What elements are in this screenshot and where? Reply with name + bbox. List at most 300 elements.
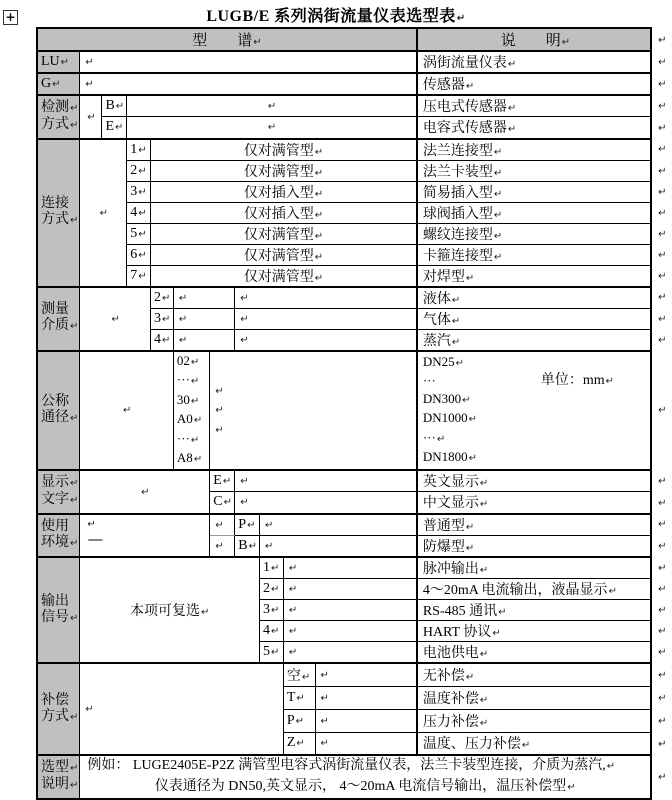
dash-text: — bbox=[88, 531, 103, 547]
desc-cell[interactable] bbox=[417, 287, 651, 309]
desc-text: 脉冲输出 bbox=[422, 562, 479, 578]
paragraph-mark: ↵ bbox=[288, 584, 298, 596]
paragraph-mark: ↵ bbox=[479, 694, 489, 706]
paragraph-mark: ↵ bbox=[462, 394, 471, 406]
code-cell-media-4[interactable] bbox=[151, 329, 174, 351]
row-end-mark bbox=[651, 642, 671, 664]
paragraph-mark: ↵ bbox=[288, 626, 298, 638]
paragraph-mark: ↵ bbox=[162, 334, 171, 346]
paragraph-mark: ↵ bbox=[451, 294, 461, 306]
desc-text: 蒸汽 bbox=[422, 333, 451, 349]
desc-cell[interactable] bbox=[417, 95, 651, 117]
desc-cell[interactable] bbox=[417, 329, 651, 351]
row-end-mark bbox=[651, 73, 671, 95]
paragraph-mark: ↵ bbox=[314, 272, 324, 284]
desc-cell[interactable] bbox=[417, 51, 651, 73]
example-line1: 例如： LUGE2405E-P2Z 满管型电容式涡街流量仪表，法兰卡装型连接，介质为蒸汽, bbox=[87, 758, 606, 774]
code-cell-detection-e[interactable] bbox=[102, 117, 127, 139]
code-cell-connection-2[interactable] bbox=[127, 160, 151, 181]
paragraph-mark: ↵ bbox=[479, 717, 489, 729]
label-text: 使用 bbox=[41, 518, 69, 534]
paragraph-mark: ↵ bbox=[267, 101, 277, 112]
row-end-mark bbox=[651, 514, 671, 536]
desc-text: 英文显示 bbox=[422, 475, 479, 491]
paragraph-mark: ↵ bbox=[265, 540, 274, 552]
paragraph-mark: ↵ bbox=[658, 692, 667, 704]
note-cell[interactable] bbox=[151, 181, 417, 202]
row-end-mark bbox=[651, 329, 671, 351]
code-text: B bbox=[105, 98, 115, 113]
desc-cell[interactable] bbox=[417, 732, 651, 755]
paragraph-mark: ↵ bbox=[271, 605, 280, 617]
code-cell-media-2[interactable] bbox=[151, 287, 174, 309]
paragraph-mark: ↵ bbox=[658, 228, 667, 240]
row-end-mark bbox=[651, 223, 671, 244]
paragraph-mark: ↵ bbox=[162, 313, 171, 325]
paragraph-mark: ↵ bbox=[138, 228, 147, 240]
label-text: 方式 bbox=[41, 212, 69, 227]
code-text: 2 bbox=[130, 162, 138, 178]
paragraph-mark: ↵ bbox=[493, 167, 503, 179]
empty-cell[interactable] bbox=[80, 139, 127, 287]
paragraph-mark: ↵ bbox=[493, 251, 503, 263]
empty-cell[interactable] bbox=[80, 73, 417, 95]
code-cell-compensation-z[interactable] bbox=[283, 732, 315, 755]
code-text: 4 bbox=[154, 331, 161, 347]
paragraph-mark: ↵ bbox=[240, 497, 249, 509]
label-text: 介质 bbox=[41, 318, 69, 333]
desc-cell[interactable] bbox=[417, 202, 651, 223]
paragraph-mark: ↵ bbox=[85, 57, 94, 68]
paragraph-mark: ↵ bbox=[85, 79, 94, 90]
desc-text: RS-485 通讯 bbox=[422, 604, 498, 620]
empty-cell[interactable] bbox=[283, 642, 417, 664]
row-end-mark bbox=[651, 686, 671, 709]
desc-cell[interactable] bbox=[417, 579, 651, 600]
code-cell-connection-4[interactable] bbox=[127, 202, 151, 223]
paragraph-mark: ↵ bbox=[215, 385, 224, 397]
code-cell-connection-7[interactable] bbox=[127, 265, 151, 287]
paragraph-mark: ↵ bbox=[296, 692, 305, 704]
desc-cell[interactable] bbox=[417, 265, 651, 287]
paragraph-mark: ↵ bbox=[436, 433, 446, 445]
desc-text: 防爆型 bbox=[422, 539, 465, 555]
desc-text: DN300 bbox=[422, 390, 462, 406]
paragraph-mark: ↵ bbox=[70, 494, 79, 506]
empty-cell[interactable] bbox=[80, 287, 151, 351]
note-cell[interactable] bbox=[151, 202, 417, 223]
label-text: 说明 bbox=[41, 777, 69, 793]
empty-cell[interactable] bbox=[283, 579, 417, 600]
empty-cell[interactable] bbox=[173, 329, 234, 351]
paragraph-mark: ↵ bbox=[60, 57, 70, 68]
row-end-mark bbox=[651, 287, 671, 309]
desc-cell[interactable] bbox=[417, 709, 651, 732]
label-text: 测量 bbox=[41, 302, 69, 317]
code-cell-connection-5[interactable] bbox=[127, 223, 151, 244]
paragraph-mark: ↵ bbox=[658, 519, 667, 531]
code-cell-output-3[interactable] bbox=[260, 600, 284, 621]
note-cell[interactable] bbox=[151, 139, 417, 161]
code-text: 2 bbox=[263, 581, 270, 597]
desc-text: 温度、压力补偿 bbox=[422, 737, 521, 753]
desc-cell[interactable] bbox=[417, 181, 651, 202]
desc-text: 螺纹连接型 bbox=[422, 227, 493, 243]
code-cell-output-2[interactable] bbox=[260, 579, 284, 600]
paragraph-mark: ↵ bbox=[658, 292, 667, 304]
row-label-nominal-diameter bbox=[37, 351, 80, 471]
paragraph-mark: ↵ bbox=[465, 81, 475, 92]
desc-text: 气体 bbox=[422, 312, 451, 328]
paragraph-mark: ↵ bbox=[70, 119, 79, 131]
paragraph-mark: ↵ bbox=[288, 605, 298, 617]
label-text: 输出 bbox=[41, 593, 69, 609]
desc-cell[interactable] bbox=[417, 600, 651, 621]
paragraph-mark: ↵ bbox=[70, 780, 79, 792]
code-text: 4 bbox=[130, 204, 138, 220]
code-text: 7 bbox=[130, 267, 138, 283]
paragraph-mark: ↵ bbox=[658, 475, 667, 487]
row-end-mark bbox=[651, 139, 671, 161]
empty-cell[interactable] bbox=[173, 308, 234, 329]
code-text: T bbox=[286, 689, 296, 705]
paragraph-mark: ↵ bbox=[122, 405, 132, 417]
paragraph-mark: ↵ bbox=[468, 414, 477, 426]
paragraph-mark: ↵ bbox=[85, 704, 94, 716]
paragraph-mark: ↵ bbox=[658, 79, 667, 90]
row-end-mark bbox=[651, 202, 671, 223]
paragraph-mark: ↵ bbox=[111, 313, 120, 325]
paragraph-mark: ↵ bbox=[658, 541, 667, 553]
desc-cell[interactable] bbox=[417, 73, 651, 95]
row-end-mark bbox=[651, 95, 671, 117]
paragraph-mark: ↵ bbox=[138, 186, 147, 198]
desc-text: 球阀插入型 bbox=[422, 206, 493, 222]
paragraph-mark: ↵ bbox=[138, 165, 147, 177]
paragraph-mark: ↵ bbox=[267, 122, 277, 134]
note-text: 仅对插入型 bbox=[243, 206, 314, 222]
desc-cell[interactable] bbox=[417, 223, 651, 244]
paragraph-mark: ↵ bbox=[223, 497, 233, 509]
row-end-mark bbox=[651, 265, 671, 287]
label-text: 文字 bbox=[41, 491, 69, 507]
row-end-mark bbox=[651, 600, 671, 621]
empty-cell[interactable] bbox=[173, 287, 234, 309]
paragraph-mark: ↵ bbox=[479, 478, 489, 490]
paragraph-mark: ↵ bbox=[222, 476, 232, 488]
paragraph-mark: ↵ bbox=[190, 376, 200, 388]
paragraph-mark: ↵ bbox=[70, 321, 79, 332]
paragraph-mark: ↵ bbox=[465, 521, 475, 533]
empty-cell[interactable] bbox=[80, 351, 174, 471]
paragraph-mark: ↵ bbox=[658, 738, 667, 750]
dash-mark bbox=[82, 532, 207, 547]
empty-cell[interactable] bbox=[80, 663, 283, 755]
desc-cell[interactable] bbox=[417, 244, 651, 265]
paragraph-mark: ↵ bbox=[70, 412, 79, 424]
code-cell-connection-1[interactable] bbox=[127, 139, 151, 161]
row-end-mark bbox=[651, 579, 671, 600]
code-cell-display-c[interactable] bbox=[210, 492, 235, 514]
code-cell-compensation-p[interactable] bbox=[283, 709, 315, 732]
label-text: 显示 bbox=[41, 474, 69, 490]
desc-text: HART 协议 bbox=[422, 625, 492, 641]
desc-cell[interactable] bbox=[417, 557, 651, 579]
desc-cell[interactable] bbox=[417, 308, 651, 329]
paragraph-mark: ↵ bbox=[658, 270, 667, 282]
empty-cell[interactable] bbox=[235, 287, 417, 309]
code-text: 30 bbox=[176, 391, 190, 407]
code-cell-environment-p[interactable] bbox=[235, 514, 260, 536]
paragraph-mark: ↵ bbox=[320, 692, 329, 704]
desc-text: DN1000 bbox=[422, 410, 468, 426]
empty-cell[interactable] bbox=[80, 51, 417, 73]
label-text: 环境 bbox=[41, 534, 69, 550]
note-cell[interactable] bbox=[151, 223, 417, 244]
paragraph-mark: ↵ bbox=[314, 188, 324, 200]
row-end-mark bbox=[651, 51, 671, 73]
empty-cell[interactable] bbox=[315, 732, 417, 755]
row-end-mark bbox=[651, 470, 671, 492]
paragraph-mark: ↵ bbox=[247, 519, 256, 531]
paragraph-mark: ↵ bbox=[314, 209, 324, 221]
paragraph-mark: ↵ bbox=[70, 763, 79, 775]
code-text: Z bbox=[286, 735, 296, 751]
desc-cell[interactable] bbox=[417, 492, 651, 514]
row-end-mark bbox=[651, 557, 671, 579]
code-cell-media-3[interactable] bbox=[151, 308, 174, 329]
code-text: E bbox=[105, 119, 115, 135]
paragraph-mark: ↵ bbox=[567, 782, 576, 794]
row-end-mark bbox=[651, 160, 671, 181]
paragraph-mark: ↵ bbox=[561, 37, 571, 48]
paragraph-mark: ↵ bbox=[493, 209, 503, 221]
paragraph-mark: ↵ bbox=[215, 540, 224, 552]
desc-text: DN25 bbox=[422, 353, 455, 369]
code-text: 3 bbox=[263, 602, 270, 618]
empty-cell[interactable] bbox=[210, 351, 417, 471]
paragraph-mark: ↵ bbox=[138, 207, 147, 219]
paragraph-mark: ↵ bbox=[193, 454, 203, 466]
empty-cell[interactable] bbox=[283, 600, 417, 621]
desc-text: 普通型 bbox=[422, 518, 465, 534]
output-note-cell bbox=[80, 557, 260, 663]
code-text: A0 bbox=[176, 411, 193, 427]
paragraph-mark: ↵ bbox=[190, 395, 200, 407]
paragraph-mark: ↵ bbox=[658, 207, 667, 219]
note-cell[interactable] bbox=[151, 265, 417, 287]
label-text: 补偿 bbox=[41, 692, 69, 708]
desc-text: 法兰连接型 bbox=[422, 143, 493, 159]
desc-text: 卡箍连接型 bbox=[422, 248, 493, 264]
paragraph-mark: ↵ bbox=[465, 542, 475, 554]
label-text: 通径 bbox=[41, 409, 69, 425]
note-text: 仅对满管型 bbox=[243, 248, 314, 264]
header-description bbox=[417, 28, 651, 51]
empty-cell[interactable] bbox=[127, 95, 417, 117]
desc-cell[interactable] bbox=[417, 139, 651, 161]
label-text: 方式 bbox=[41, 708, 69, 724]
empty-cell[interactable] bbox=[127, 117, 417, 139]
paragraph-mark: ↵ bbox=[608, 586, 617, 598]
paragraph-mark: ↵ bbox=[87, 111, 96, 123]
paragraph-mark: ↵ bbox=[507, 124, 517, 136]
desc-cell[interactable] bbox=[417, 470, 651, 492]
paragraph-mark: ↵ bbox=[658, 122, 667, 134]
code-cell-display-e[interactable] bbox=[210, 470, 235, 492]
paragraph-mark: ↵ bbox=[465, 272, 475, 284]
paragraph-mark: ↵ bbox=[658, 405, 667, 417]
note-text: 本项可复选 bbox=[130, 604, 200, 620]
code-cell-connection-6[interactable] bbox=[127, 244, 151, 265]
paragraph-mark: ↵ bbox=[314, 146, 324, 158]
page-title bbox=[0, 3, 672, 26]
empty-cell[interactable] bbox=[80, 470, 210, 514]
paragraph-mark: ↵ bbox=[70, 215, 79, 226]
empty-cell[interactable] bbox=[80, 95, 102, 139]
paragraph-mark: ↵ bbox=[70, 711, 79, 723]
paragraph-mark: ↵ bbox=[456, 13, 466, 24]
desc-text: 简易插入型 bbox=[422, 185, 493, 201]
paragraph-mark: ↵ bbox=[271, 563, 280, 575]
paragraph-mark: ↵ bbox=[320, 738, 329, 750]
row-label-detection-method bbox=[37, 95, 80, 139]
code-text: 02 bbox=[176, 352, 190, 368]
note-text: 仅对满管型 bbox=[243, 269, 314, 285]
paragraph-mark: ↵ bbox=[507, 59, 517, 70]
desc-text: 4～20mA 电流输出，液晶显示 bbox=[422, 583, 608, 599]
row-end-mark bbox=[651, 181, 671, 202]
empty-cell[interactable] bbox=[235, 329, 417, 351]
row-label-g bbox=[37, 73, 80, 95]
paragraph-mark: ↵ bbox=[493, 230, 503, 242]
paragraph-mark: ↵ bbox=[296, 738, 305, 750]
desc-text: 传感器 bbox=[422, 78, 465, 93]
desc-cell[interactable] bbox=[417, 514, 651, 536]
row-label-compensation-method bbox=[37, 663, 80, 755]
code-cell-output-5[interactable] bbox=[260, 642, 284, 664]
paragraph-mark: ↵ bbox=[138, 249, 147, 261]
code-text: 4 bbox=[263, 623, 270, 639]
desc-cell[interactable] bbox=[417, 621, 651, 642]
paragraph-mark: ↵ bbox=[455, 357, 464, 369]
row-end-mark bbox=[651, 308, 671, 329]
code-cell-output-4[interactable] bbox=[260, 621, 284, 642]
row-end-mark bbox=[651, 351, 671, 471]
row-end-mark bbox=[651, 732, 671, 755]
paragraph-mark: ↵ bbox=[253, 37, 262, 48]
desc-text: 对焊型 bbox=[422, 269, 465, 285]
empty-cell[interactable] bbox=[235, 470, 417, 492]
diameter-desc-cell[interactable] bbox=[417, 351, 651, 471]
row-label-display-language bbox=[37, 470, 80, 514]
note-text: 仅对满管型 bbox=[243, 227, 314, 243]
empty-cell[interactable] bbox=[260, 535, 417, 557]
paragraph-mark: ↵ bbox=[314, 251, 324, 263]
paragraph-mark: ↵ bbox=[493, 146, 503, 158]
code-cell-compensation-t[interactable] bbox=[283, 686, 315, 709]
code-cell-compensation-none[interactable] bbox=[283, 663, 315, 686]
header-type-spectrum bbox=[37, 28, 417, 51]
paragraph-mark: ↵ bbox=[658, 715, 667, 727]
code-text: P bbox=[286, 712, 295, 728]
paragraph-mark: ↵ bbox=[240, 334, 249, 346]
row-label-lu bbox=[37, 51, 80, 73]
label-text: 检测 bbox=[41, 99, 69, 115]
empty-cell[interactable] bbox=[235, 308, 417, 329]
row-end-mark bbox=[651, 535, 671, 557]
paragraph-mark: ↵ bbox=[658, 186, 667, 198]
model-selection-table bbox=[36, 27, 672, 800]
diameter-codes-cell[interactable] bbox=[173, 351, 209, 471]
move-handle-glyph: + bbox=[5, 10, 16, 24]
paragraph-mark: ↵ bbox=[658, 584, 667, 596]
paragraph-mark: ↵ bbox=[70, 477, 79, 489]
example-text-cell[interactable] bbox=[80, 755, 651, 799]
desc-text: 压力补偿 bbox=[422, 714, 479, 730]
paragraph-mark: ↵ bbox=[240, 476, 249, 488]
empty-cell[interactable] bbox=[260, 514, 417, 536]
desc-text: 压电式传感器 bbox=[422, 100, 507, 115]
note-cell[interactable] bbox=[151, 160, 417, 181]
paragraph-mark: ↵ bbox=[87, 518, 96, 530]
desc-cell[interactable] bbox=[417, 642, 651, 664]
desc-text: 中文显示 bbox=[422, 496, 479, 512]
desc-cell[interactable] bbox=[417, 160, 651, 181]
code-text: 5 bbox=[130, 225, 138, 241]
desc-cell[interactable] bbox=[417, 686, 651, 709]
empty-cell[interactable] bbox=[235, 492, 417, 514]
empty-cell[interactable] bbox=[315, 686, 417, 709]
code-cell-environment-b[interactable] bbox=[235, 535, 260, 557]
paragraph-mark: ↵ bbox=[301, 671, 311, 683]
desc-cell[interactable] bbox=[417, 117, 651, 139]
code-cell-connection-3[interactable] bbox=[127, 181, 151, 202]
desc-text: DN1800 bbox=[422, 449, 468, 465]
empty-cell[interactable] bbox=[80, 514, 210, 558]
row-end-mark bbox=[651, 709, 671, 732]
code-text: 1 bbox=[130, 141, 138, 157]
row-label-connection-method bbox=[37, 139, 80, 287]
paragraph-mark: ↵ bbox=[493, 188, 503, 200]
code-cell-detection-b[interactable] bbox=[102, 95, 127, 117]
code-text: B bbox=[238, 537, 248, 553]
paragraph-mark: ↵ bbox=[492, 628, 501, 640]
code-text: ··· bbox=[176, 372, 190, 388]
empty-cell[interactable] bbox=[315, 709, 417, 732]
paragraph-mark: ↵ bbox=[658, 772, 667, 784]
desc-cell[interactable] bbox=[417, 535, 651, 557]
desc-cell[interactable] bbox=[417, 663, 651, 686]
header-type-text: 型 谱 bbox=[192, 33, 253, 49]
label-text: 方式 bbox=[41, 116, 69, 132]
empty-cell[interactable] bbox=[210, 514, 235, 536]
empty-cell[interactable] bbox=[315, 663, 417, 686]
paragraph-mark: ↵ bbox=[320, 669, 329, 681]
paragraph-mark: ↵ bbox=[314, 230, 324, 242]
empty-cell[interactable] bbox=[210, 535, 235, 557]
note-cell[interactable] bbox=[151, 244, 417, 265]
row-label-output-signal bbox=[37, 557, 80, 663]
code-text: E bbox=[213, 473, 222, 489]
paragraph-mark: ↵ bbox=[658, 34, 667, 46]
empty-cell[interactable] bbox=[283, 621, 417, 642]
empty-cell[interactable] bbox=[283, 557, 417, 579]
code-text: 3 bbox=[154, 310, 161, 326]
code-cell-output-1[interactable] bbox=[260, 557, 284, 579]
paragraph-mark: ↵ bbox=[271, 584, 280, 596]
row-end-mark bbox=[651, 621, 671, 642]
